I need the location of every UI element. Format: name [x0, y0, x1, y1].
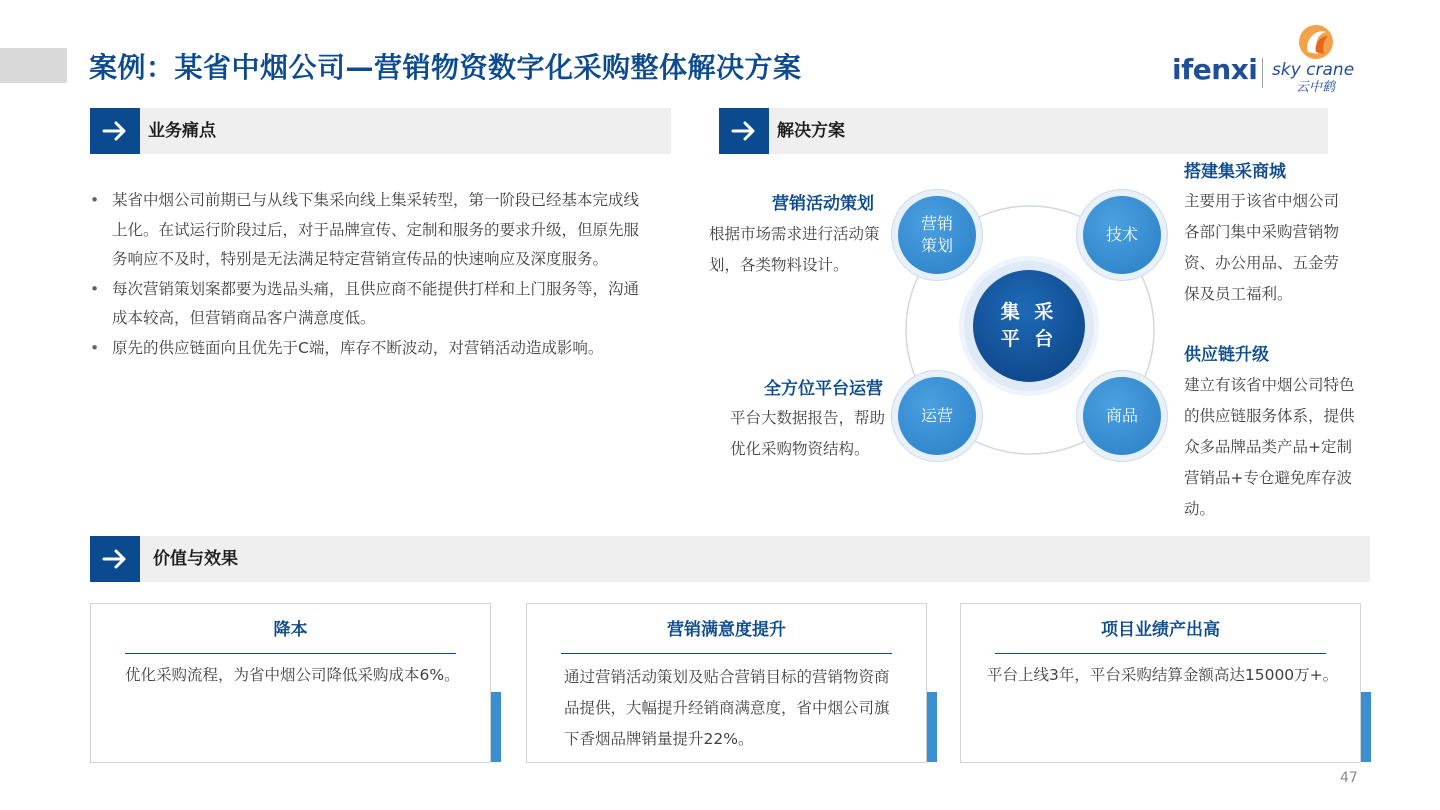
card-accent: [1360, 692, 1371, 762]
card-title: 营销满意度提升: [667, 620, 786, 640]
card-title: 降本: [273, 620, 308, 640]
card-accent: [490, 692, 501, 762]
card-rule: [561, 653, 892, 654]
card-accent: [926, 692, 937, 762]
card-text: 平台上线3年，平台采购结算金额高达15000万+。: [987, 666, 1339, 684]
skycrane-logo-cn: 云中鹤: [1296, 80, 1336, 95]
supply-title: 供应链升级: [1184, 345, 1269, 365]
marketing-text: 根据市场需求进行活动策划，各类物料设计。: [709, 225, 880, 274]
page-number: 47: [1340, 770, 1358, 786]
arrow-right-icon: [719, 108, 769, 154]
header-tab-decoration: [0, 48, 67, 83]
arrow-right-icon: [90, 536, 140, 582]
list-item: • 某省中烟公司前期已与从线下集采向线上集采转型，第一阶段已经基本完成线上化。在试运行阶段过后，对于品牌宣传、定制和服务的要求升级，但原先服务响应不及时，特别是无法满足特定营销宣传品的快速响应及深度服务。: [90, 186, 650, 275]
card-text: 优化采购流程，为省中烟公司降低采购成本6%。: [125, 666, 460, 684]
mall-text: 主要用于该省中烟公司各部门集中采购营销物资、办公用品、五金劳保及员工福利。: [1184, 192, 1340, 303]
ifenxi-logo: ifenxi: [1172, 53, 1258, 86]
value-header: [90, 536, 1370, 582]
skycrane-logo: sky crane: [1272, 60, 1355, 80]
pain-points-list: [90, 186, 650, 363]
ops-title: 全方位平台运营: [764, 379, 883, 399]
arrow-right-icon: [90, 108, 140, 154]
ops-text: 平台大数据报告，帮助优化采购物资结构。: [730, 409, 886, 458]
card-rule: [125, 653, 456, 654]
node-marketing: 营销 策划: [898, 196, 976, 274]
value-card-satisfaction: [526, 603, 927, 763]
value-card-performance: [960, 603, 1361, 763]
solution-label: 解决方案: [777, 121, 845, 141]
skycrane-swirl-icon: [1296, 22, 1336, 62]
value-card-cost: [90, 603, 491, 763]
pain-points-label: 业务痛点: [148, 121, 216, 141]
card-title: 项目业绩产出高: [1101, 620, 1220, 640]
node-goods: 商品: [1083, 377, 1161, 455]
logo-separator: [1262, 58, 1263, 88]
list-item: • 每次营销策划案都要为选品头痛，且供应商不能提供打样和上门服务等，沟通成本较高，但营销商品客户满意度低。: [90, 275, 650, 334]
node-tech: 技术: [1083, 196, 1161, 274]
solution-header: [719, 108, 1328, 154]
center-platform-node: 集 采 平 台: [973, 270, 1085, 382]
page-title: 案例：某省中烟公司—营销物资数字化采购整体解决方案: [89, 51, 802, 84]
list-item: • 原先的供应链面向且优先于C端，库存不断波动，对营销活动造成影响。: [90, 334, 650, 364]
value-label: 价值与效果: [153, 549, 238, 569]
card-text: 通过营销活动策划及贴合营销目标的营销物资商品提供，大幅提升经销商满意度，省中烟公司旗下香烟品牌销量提升22%。: [564, 668, 890, 748]
supply-text: 建立有该省中烟公司特色的供应链服务体系，提供众多品牌品类产品+定制营销品+专仓避免库存波动。: [1184, 376, 1355, 518]
marketing-title: 营销活动策划: [772, 194, 874, 214]
node-ops: 运营: [898, 377, 976, 455]
mall-title: 搭建集采商城: [1184, 162, 1286, 182]
card-rule: [995, 653, 1326, 654]
pain-points-header: [90, 108, 671, 154]
